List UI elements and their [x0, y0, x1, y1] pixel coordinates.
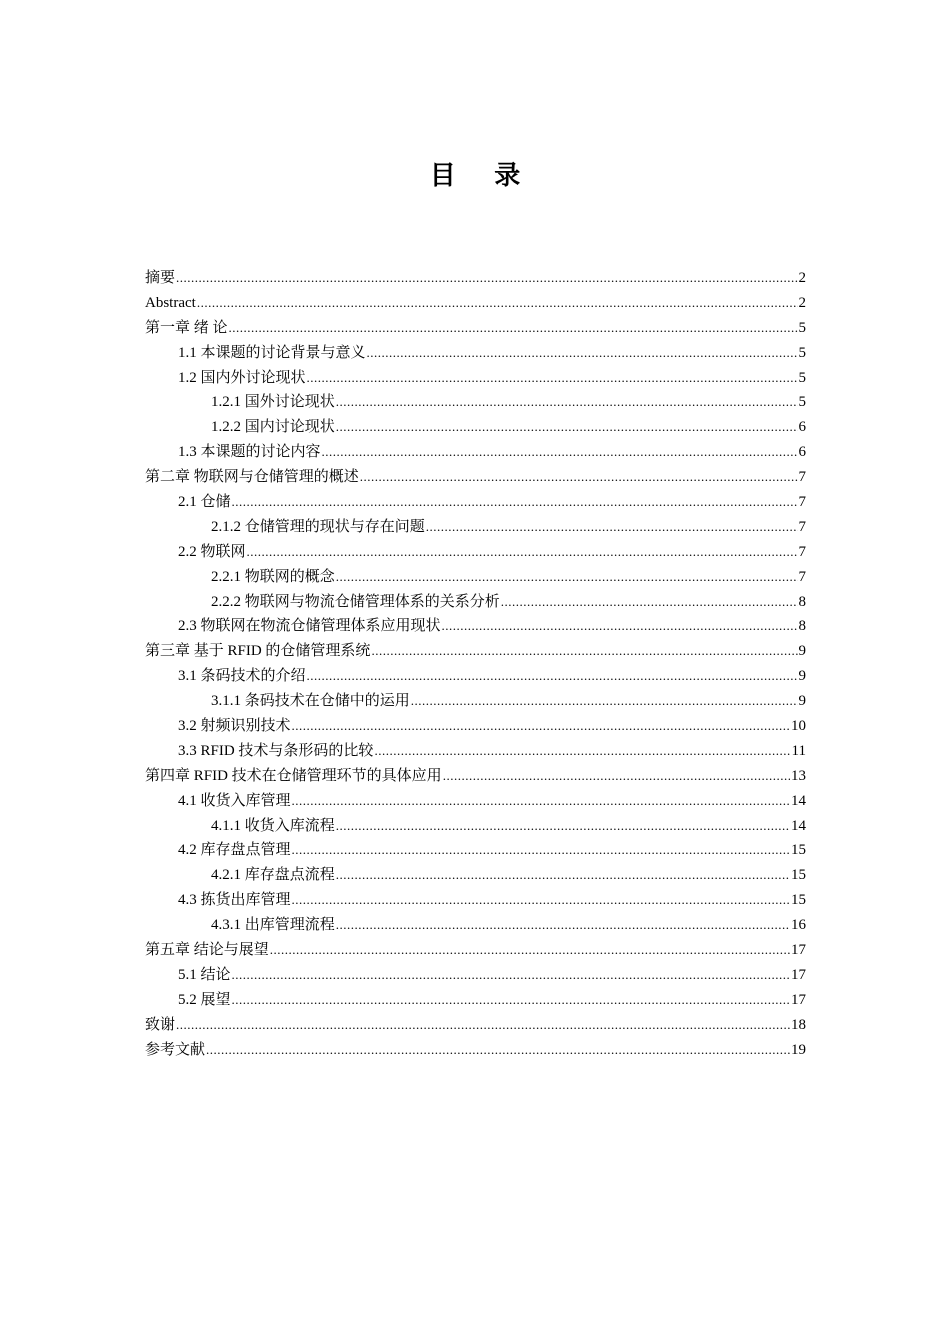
toc-entry[interactable] [145, 963, 806, 988]
toc-entry-page-number: 16 [791, 917, 806, 934]
toc-entry-page-number: 7 [798, 469, 806, 486]
toc-entry[interactable] [145, 814, 806, 839]
toc-entry-page-number: 2 [798, 270, 806, 286]
toc-entry[interactable] [145, 1013, 806, 1038]
dot-leader [232, 490, 798, 515]
dot-leader [336, 415, 798, 440]
dot-leader [360, 465, 798, 490]
dot-leader [336, 814, 790, 839]
toc-entry-label: 5.2 展望 [178, 991, 231, 1008]
dot-leader [307, 366, 798, 391]
page-title: 目 录 [429, 161, 537, 190]
toc-entry[interactable] [145, 440, 806, 465]
toc-entry-page-number: 9 [798, 693, 806, 710]
toc-entry-label: 第一章 绪 论 [145, 319, 228, 336]
dot-leader [270, 938, 790, 963]
toc-entry-page-number: 15 [791, 867, 806, 884]
toc-entry-label: 4.1 收货入库管理 [178, 792, 291, 809]
toc-entry-label: 2.1 仓储 [178, 494, 231, 511]
toc-entry-label: 4.1.1 收货入库流程 [211, 817, 335, 834]
dot-leader [206, 1038, 790, 1063]
dot-leader [442, 614, 798, 639]
toc-entry[interactable] [145, 291, 806, 316]
toc-entry[interactable] [145, 714, 806, 739]
toc-entry-page-number: 10 [791, 718, 806, 735]
dot-leader [336, 565, 798, 590]
toc-entry-page-number: 7 [798, 543, 806, 560]
toc-entry-page-number: 7 [798, 494, 806, 511]
toc-entry[interactable] [145, 888, 806, 913]
toc-entry-page-number: 9 [798, 668, 806, 685]
toc-entry-page-number: 5 [798, 319, 806, 336]
toc-entry[interactable] [145, 863, 806, 888]
toc-entry[interactable] [145, 540, 806, 565]
toc-entry[interactable] [145, 415, 806, 440]
toc-entry-page-number: 7 [798, 568, 806, 585]
toc-entry-page-number: 18 [791, 1016, 806, 1033]
toc-entry[interactable] [145, 341, 806, 366]
toc-entry-label: 第三章 基于 RFID 的仓储管理系统 [145, 643, 371, 660]
toc-entry-page-number: 8 [798, 618, 806, 635]
toc-entry[interactable] [145, 913, 806, 938]
dot-leader [411, 689, 798, 714]
dot-leader [247, 540, 798, 565]
toc-entry-label: 5.1 结论 [178, 966, 231, 983]
toc-entry[interactable] [145, 614, 806, 639]
toc-entry[interactable] [145, 689, 806, 714]
toc-entry-page-number: 14 [791, 792, 806, 809]
toc-entry[interactable] [145, 938, 806, 963]
toc-entry-page-number: 6 [798, 419, 806, 436]
toc-entry-page-number: 5 [798, 394, 806, 411]
dot-leader [426, 515, 798, 540]
toc-entry[interactable] [145, 515, 806, 540]
toc-entry-page-number: 17 [791, 991, 806, 1008]
toc-entry[interactable] [145, 789, 806, 814]
toc-entry-label: 4.3.1 出库管理流程 [211, 917, 335, 934]
toc-entry[interactable] [145, 490, 806, 515]
toc-entry-label: 2.1.2 仓储管理的现状与存在问题 [211, 518, 425, 535]
dot-leader [336, 913, 790, 938]
dot-leader [197, 291, 798, 316]
dot-leader [336, 390, 798, 415]
toc-entry[interactable] [145, 639, 806, 664]
dot-leader [176, 1013, 790, 1038]
toc-entry-label: Abstract [145, 294, 196, 311]
toc-entry-label: 3.3 RFID 技术与条形码的比较 [178, 742, 374, 759]
toc-entry-label: 4.3 拣货出库管理 [178, 892, 291, 909]
toc-entry-page-number: 9 [798, 643, 806, 660]
toc-entry-page-number: 5 [798, 344, 806, 361]
dot-leader [232, 988, 790, 1013]
dot-leader [292, 714, 790, 739]
toc-entry-label: 第二章 物联网与仓储管理的概述 [145, 469, 359, 486]
toc-entry[interactable] [145, 316, 806, 341]
toc-entry-page-number: 13 [791, 767, 806, 784]
dot-leader [292, 888, 790, 913]
toc-entry[interactable] [145, 838, 806, 863]
toc-entry-label: 3.1.1 条码技术在仓储中的运用 [211, 693, 410, 710]
toc-entry-page-number: 8 [798, 593, 806, 610]
toc-entry-page-number: 15 [791, 892, 806, 909]
dot-leader [307, 664, 798, 689]
dot-leader [176, 266, 797, 291]
toc-entry[interactable] [145, 565, 806, 590]
toc-entry[interactable] [145, 465, 806, 490]
toc-entry-label: 3.1 条码技术的介绍 [178, 668, 306, 685]
toc-entry-label: 4.2.1 库存盘点流程 [211, 867, 335, 884]
toc-entry[interactable] [145, 1038, 806, 1063]
toc-entry-label: 2.2 物联网 [178, 543, 246, 560]
table-of-contents [145, 266, 806, 1063]
dot-leader [371, 639, 797, 664]
toc-entry-page-number: 19 [791, 1041, 806, 1058]
toc-entry-page-number: 11 [791, 742, 806, 759]
toc-entry[interactable] [145, 664, 806, 689]
toc-entry-page-number: 14 [791, 817, 806, 834]
dot-leader [232, 963, 790, 988]
toc-entry-label: 1.1 本课题的讨论背景与意义 [178, 344, 366, 361]
toc-entry-label: 第四章 RFID 技术在仓储管理环节的具体应用 [145, 767, 442, 784]
toc-entry-label: 1.2.2 国内讨论现状 [211, 419, 335, 436]
toc-entry[interactable] [145, 390, 806, 415]
toc-entry-page-number: 6 [798, 444, 806, 461]
toc-entry-page-number: 7 [798, 518, 806, 535]
toc-entry-page-number: 17 [791, 942, 806, 959]
dot-leader [501, 590, 798, 615]
toc-entry-label: 参考文献 [145, 1041, 206, 1058]
toc-entry[interactable] [145, 590, 806, 615]
toc-entry-page-number: 2 [798, 294, 806, 311]
toc-entry-label: 3.2 射频识别技术 [178, 718, 291, 735]
toc-entry-label: 2.3 物联网在物流仓储管理体系应用现状 [178, 618, 441, 635]
toc-entry-label: 1.2 国内外讨论现状 [178, 369, 306, 386]
dot-leader [443, 764, 790, 789]
dot-leader [374, 739, 790, 764]
dot-leader [229, 316, 798, 341]
toc-entry[interactable] [145, 764, 806, 789]
dot-leader [292, 838, 790, 863]
toc-entry-label: 1.3 本课题的讨论内容 [178, 444, 321, 461]
toc-entry[interactable] [145, 739, 806, 764]
toc-entry-label: 1.2.1 国外讨论现状 [211, 394, 335, 411]
toc-entry-label: 第五章 结论与展望 [145, 942, 269, 959]
toc-entry-label: 2.2.1 物联网的概念 [211, 568, 335, 585]
toc-entry-page-number: 17 [791, 966, 806, 983]
toc-entry-page-number: 15 [791, 842, 806, 859]
toc-entry-label: 4.2 库存盘点管理 [178, 842, 291, 859]
dot-leader [292, 789, 790, 814]
toc-entry[interactable] [145, 266, 806, 291]
toc-entry-label: 致谢 [145, 1016, 176, 1033]
dot-leader [336, 863, 790, 888]
toc-entry[interactable] [145, 366, 806, 391]
toc-entry-page-number: 5 [798, 369, 806, 386]
dot-leader [367, 341, 798, 366]
dot-leader [322, 440, 798, 465]
toc-entry-label: 2.2.2 物联网与物流仓储管理体系的关系分析 [211, 593, 500, 610]
toc-entry-label: 摘要 [145, 270, 176, 286]
toc-entry[interactable] [145, 988, 806, 1013]
